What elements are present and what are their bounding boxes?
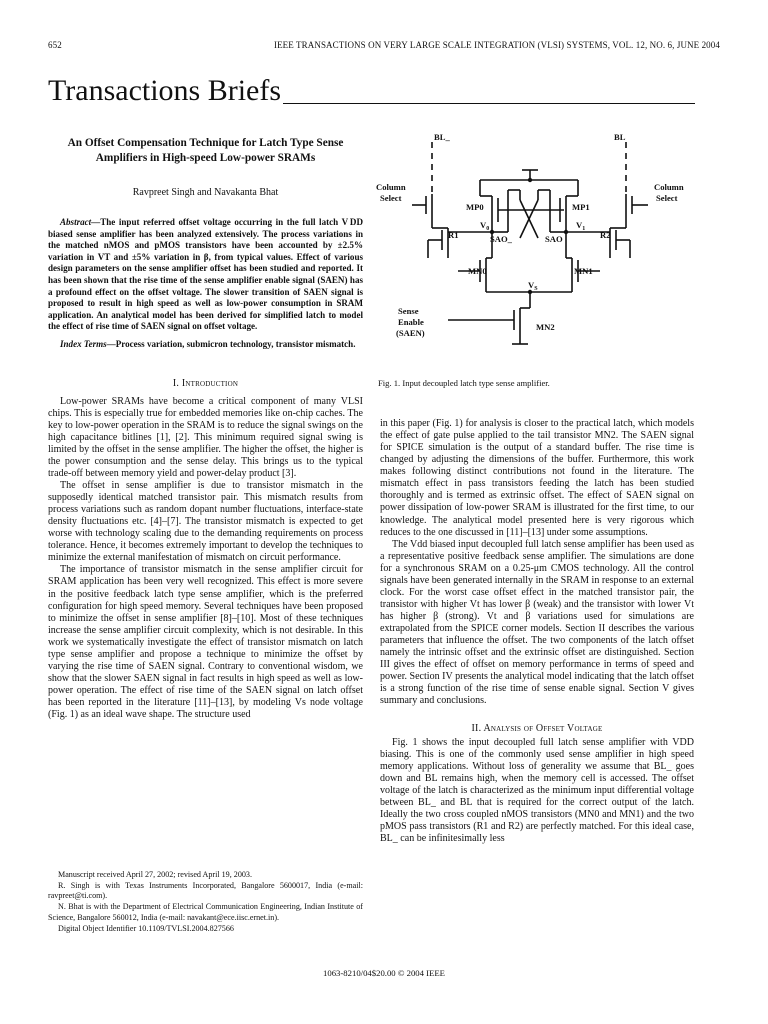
label-v1: $V_1$ (576, 220, 586, 232)
label-mn2: MN2 (536, 322, 555, 332)
paper-authors: Ravpreet Singh and Navakanta Bhat (132, 187, 279, 198)
right-column (380, 418, 694, 845)
label-sao: SAO (545, 234, 563, 244)
label-column-select-left-1: Column (376, 182, 406, 192)
paragraph: The importance of transistor mismatch in the sense amplifier circuit for SRAM application has been very well recognized. This effect is more severe in the positive feedback latch type sense amplifier, which is the preferred configuration for high speed memory. Several techniques have been proposed to minimize the offset in sense amplifier [8]–[10]. Most of these techniques increase the sense amplifier circuit complexity, which is not desirable. In this work we systematically investigate the effect of transistor mismatch on latch type sense amplifier and propose a technique to minimize the offset by varying the rise time of SAEN signal. Contrary to conventional wisdom, we show that the slower SAEN signal in fact results in high speed as well as low-power operation. The effect of rise time of the SAEN signal on latch offset has been reported in the literature [11]–[13], by modeling Vs node voltage (Fig. 1) as an ideal wave shape. The structure used (48, 564, 363, 721)
footnote-author-singh: R. Singh is with Texas Instruments Incorporated, Bangalore 5600017, India (e-mail: ravpreet@ti.com). (48, 880, 363, 901)
label-column-select-right-2: Select (656, 193, 678, 203)
section-heading-offset-analysis: II. Analysis of Offset Voltage (471, 722, 603, 734)
copyright-footer: 1063-8210/04$20.00 © 2004 IEEE (323, 968, 445, 978)
label-bl: BL (614, 132, 626, 142)
paragraph: Low-power SRAMs have become a critical component of many VLSI chips. This is especially true for embedded memories like on-chip caches. The key to low-power operation in the SRAM is to reduce the signal swings on the high capacitance bitlines [1], [2]. This minimum required signal swing is limited by the offset in the sense amplifier. The higher the offset, the higher is the power consumption and the sense delay. This brings us to the typical trade-off between memory yield and power-delay product [3]. (48, 395, 363, 479)
label-v0: $V_0$ (480, 220, 490, 232)
right-column-body (380, 418, 694, 708)
label-sense-enable-2: Enable (398, 317, 424, 327)
label-mn0: MN0 (468, 266, 487, 276)
paragraph: The Vdd biased input decoupled full latch sense amplifier has been used as a representative positive feedback sense amplifier. The simulations are done for a synchronous SRAM on a 0.25-μm CMOS technology. All the control signals have been generated internally in the SRAM in response to an external clock. For the worst case offset effect in the matched transistor pair, the transistor with higher Vt has lower β (weak) and the transistor with lower Vt has higher β (strong). Vt and β variations used for simulations are extrapolated from the SPICE corner models. Section II describes the various parameters that influence the offset. The two components of the latch offset namely the intrinsic offset and the extrinsic offset are distinguished. Section III gives the effect of offset on memory performance in terms of speed and power. Section IV presents the analytical model indicating that the latch offset is a strong function of the rise time of sense enable signal. Section V gives summary and conclusions. (380, 538, 694, 707)
section-heading-introduction: I. Introduction (172, 377, 239, 389)
section-title: Transactions Briefs (48, 74, 282, 107)
journal-title: IEEE TRANSACTIONS ON VERY LARGE SCALE INTEGRATION (VLSI) SYSTEMS, VOL. 12, NO. 6, JUNE 2004 (273, 40, 720, 50)
label-mp0: MP0 (466, 202, 484, 212)
label-mp1: MP1 (572, 202, 590, 212)
index-terms-label: Index Terms (60, 338, 107, 349)
label-vs: $V_S$ (528, 280, 538, 292)
figure-1-schematic (368, 128, 703, 368)
paper-title: An Offset Compensation Technique for Latch Type Sense Amplifiers in High-speed Low-power SRAMs (67, 137, 344, 164)
paragraph: Fig. 1 shows the input decoupled full latch sense amplifier with VDD biasing. This is one of the commonly used sense amplifier in high speed memory applications. Without loss of generality we assume that BL_ goes down and BL remains high, when the memory cell is accessed. The offset voltage of the latch is characterized as the minimum input differential voltage between BL_ and BL that is required for the correct output of the latch. Ideally the two cross coupled nMOS transistors (MN0 and MN1) and the two pMOS pass transistors (R1 and R2) are perfectly matched. For this ideal case, BL_ can be infinitesimally less (380, 736, 694, 844)
footnote-author-bhat: N. Bhat is with the Department of Electrical Communication Engineering, Indian Institute of Science, Bangalore 560012, India (e-mail: navakant@ece.iisc.ernet.in). (48, 902, 363, 922)
page-number: 652 (48, 40, 62, 50)
label-sense-enable-3: (SAEN) (396, 328, 425, 338)
label-column-select-right-1: Column (654, 182, 684, 192)
introduction-body (48, 396, 363, 722)
circuit-diagram (368, 128, 703, 368)
footnotes (48, 870, 363, 934)
index-terms-text: —Process variation, submicron technology, transistor mismatch. (106, 338, 356, 349)
footnote-doi: Digital Object Identifier 10.1109/TVLSI.2004.827566 (58, 923, 234, 933)
offset-analysis-body (380, 737, 694, 846)
label-sense-enable-1: Sense (398, 306, 419, 316)
footnote-manuscript: Manuscript received April 27, 2002; revised April 19, 2003. (58, 870, 252, 879)
label-bl-bar: BL_ (434, 132, 450, 142)
figure-caption: Fig. 1. Input decoupled latch type sense amplifier. (378, 378, 550, 388)
paragraph: in this paper (Fig. 1) for analysis is closer to the practical latch, which models the effect of gate pulse applied to the tail transistor MN2. The SAEN signal for SPICE simulation is the output of a standard buffer. The rise time is changed by adjusting the dimensions of the buffer. Furthermore, this work makes following distinct contributions not found in the literature. The mismatch effect in pass transistors feeding the latch has been studied thoroughly and is termed as extrinsic offset. The effect of SAEN signal on power dissipation of low-power SRAM is illustrated for the first time, to our knowledge. The analytical model presented here is very rigorous which reduces to the one discussed in [11]–[13] under some assumptions. (380, 418, 694, 538)
section-title-rule (283, 103, 695, 104)
label-r2: R2 (600, 230, 611, 240)
abstract-text: —The input referred offset voltage occurring in the full latch V DD biased sense amplifier has been analyzed extensively. The process variations in the matched nMOS and pMOS transistors have been accounted by ±2.5% variation in VT and ±5% variation in β, from typical values. Effect of various design parameters on the sense amplifier offset has been studied and reported. It has been shown that the rise time of the sense amplifier enable signal (SAEN) has a profound effect on the offset voltage. The slower transition of SAEN signal is proposed to result in high speed as well as low-power consumption in SRAM application. An analytical model has been derived for simplified latch to model the effect of rise time of SAEN signal on offset voltage. (48, 217, 363, 332)
label-r1: R1 (448, 230, 459, 240)
paragraph: The offset in sense amplifier is due to transistor mismatch in the supposedly identical matched transistor pair. This mismatch results from process variations such as random dopant number fluctuations, interface-state density fluctuations etc. [4]–[7]. The transistor mismatch is expected to get worse with technology scaling due to the demanding requirements on process tolerance. Hence, it becomes extremely important to develop the techniques to minimize the external manifestation of mismatch on circuit performance. (48, 479, 363, 564)
abstract (48, 217, 363, 333)
label-sao-bar: SAO_ (490, 234, 512, 244)
left-column (48, 136, 363, 721)
label-mn1: MN1 (574, 266, 593, 276)
abstract-label: Abstract (60, 217, 92, 227)
label-column-select-left-2: Select (380, 193, 402, 203)
index-terms (48, 339, 363, 351)
